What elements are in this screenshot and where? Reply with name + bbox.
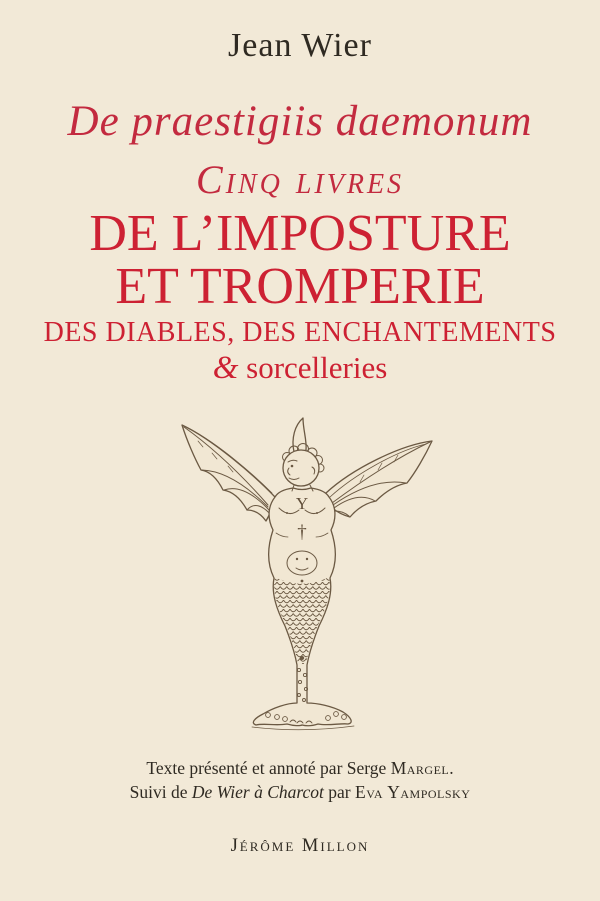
publisher-name: Jérôme Millon [230, 836, 370, 857]
credits-line1-name: Margel [390, 758, 450, 779]
credits-line1-end: . [449, 758, 454, 779]
demon-woodcut-illustration [160, 411, 440, 741]
series-title: Cinq livres [195, 157, 405, 202]
main-title-line1: DE L’IMPOSTURE [89, 205, 511, 262]
ampersand: & [212, 350, 239, 387]
main-title [89, 205, 511, 316]
credits [130, 757, 471, 804]
chest-y-sigil: Y [295, 494, 309, 514]
credits-line2 [130, 781, 471, 805]
subtitle-line2-text: sorcelleries [238, 350, 388, 386]
main-title-line2: ET TROMPERIE [115, 258, 485, 316]
horn [293, 418, 306, 453]
subtitle-line2 [213, 350, 388, 387]
credits-line2-prefix: Suivi de [129, 781, 192, 802]
right-wing [326, 441, 432, 517]
latin-title: De praestigiis daemonum [67, 98, 533, 145]
credits-line2-name: Eva Yampolsky [355, 781, 471, 802]
author-name: Jean Wier [228, 27, 372, 64]
credits-line1 [130, 757, 471, 781]
credits-line2-mid: par [323, 781, 356, 802]
chest-cross-sigil: † [297, 522, 307, 544]
credits-line2-work-title: De Wier à Charcot [191, 781, 324, 802]
credits-line1-prefix: Texte présenté et annoté par Serge [146, 758, 391, 779]
subtitle-line1: DES DIABLES, DES ENCHANTEMENTS [43, 317, 557, 349]
